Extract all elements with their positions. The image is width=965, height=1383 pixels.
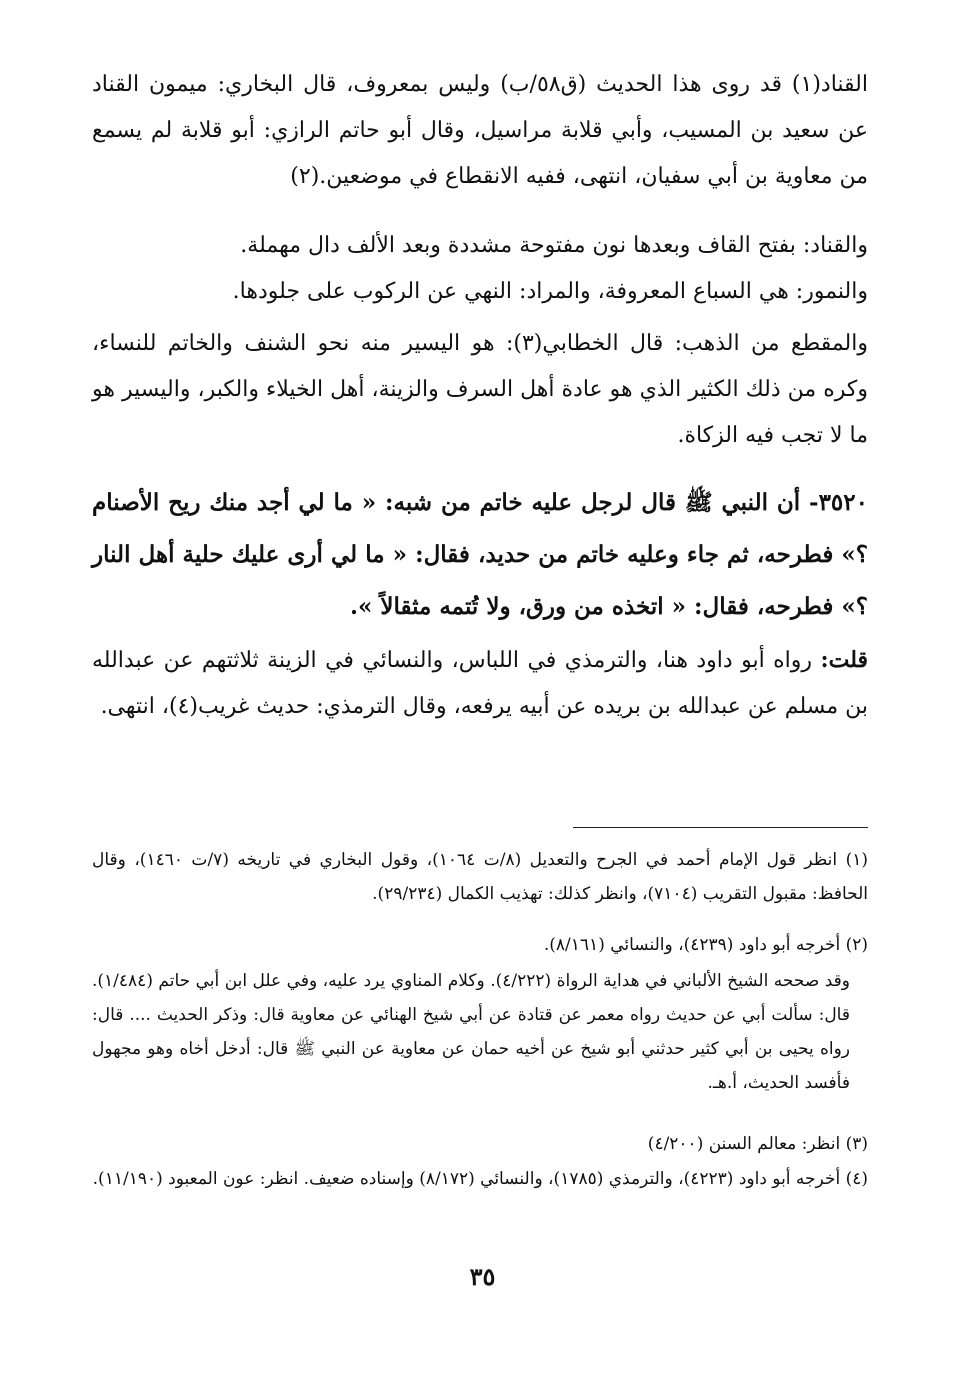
paragraph-numur-definition: والنمور: هي السباع المعروفة، والمراد: النهي عن الركوب على جلودها. [232, 279, 868, 304]
paragraph-takhrij [92, 637, 868, 730]
hadith-3520-text: ٣٥٢٠- أن النبي ﷺ قال لرجل عليه خاتم من شبه: « ما لي أجد منك ريح الأصنام ؟» فطرحه، ثم جاء وعليه خاتم من حديد، فقال: « ما لي أرى عليك حلية أهل النار ؟» فطرحه، فقال: « اتخذه من ورق، ولا تُتمه مثقالاً ». [92, 489, 868, 620]
paragraph-commentary-qannad: القناد(١) قد روى هذا الحديث (ق٥٨/ب) وليس بمعروف، قال البخاري: ميمون القناد عن سعيد بن المسيب، وأبي قلابة مراسيل، وقال أبو حاتم الرازي: أبو قلابة لم يسمع من معاوية بن أبي سفيان، انتهى، ففيه الانقطاع في موضعين.(٢) [92, 72, 868, 189]
footnote-1: (١) انظر قول الإمام أحمد في الجرح والتعديل (٨/ت ١٠٦٤)، وقول البخاري في تاريخه (٧/ت ١٤٦٠)، وقال الحافظ: مقبول التقريب (٧١٠٤)، وانظر كذلك: تهذيب الكمال (٢٩/٢٣٤). [92, 850, 869, 904]
footnote-3: (٣) انظر: معالم السنن (٤/٢٠٠) [647, 1134, 868, 1154]
footnote-2: (٢) أخرجه أبو داود (٤٢٣٩)، والنسائي (٨/١٦١). [543, 935, 868, 955]
footnote-2-continuation: وقد صححه الشيخ الألباني في هداية الرواة (٤/٢٢٢). وكلام المناوي يرد عليه، وفي علل ابن أبي حاتم (١/٤٨٤). قال: سألت أبي عن حديث رواه معمر عن قتادة عن أبي شيخ الهنائي عن معاوية قال: وذكر الحديث .... قال: رواه يحيى بن أبي كثير حدثني أبو شيخ عن أخيه حمان عن معاوية عن النبي ﷺ قال: أدخل أخاه وهو مجهول فأفسد الحديث، أ.هـ. [92, 971, 850, 1093]
qultu-lead: قلت: [820, 647, 868, 673]
footnote-4: (٤) أخرجه أبو داود (٤٢٢٣)، والترمذي (١٧٨٥)، والنسائي (٨/١٧٢) وإسناده ضعيف. انظر: عون المعبود (١١/١٩٠). [92, 1169, 868, 1189]
paragraph-muqatta-definition: والمقطع من الذهب: قال الخطابي(٣): هو اليسير منه نحو الشنف والخاتم للنساء، وكره من ذلك الكثير الذي هو عادة أهل السرف والزينة، أهل الخيلاء والكبر، واليسير هو ما لا تجب فيه الزكاة. [92, 331, 869, 448]
takhrij-text: رواه أبو داود هنا، والترمذي في اللباس، والنسائي في الزينة ثلاثتهم عن عبدالله بن مسلم عن عبدالله بن بريده عن أبيه يرفعه، وقال الترمذي: حديث غريب(٤)، انتهى. [92, 648, 868, 719]
footnote-divider [573, 827, 868, 828]
paragraph-qannad-definition: والقناد: بفتح القاف وبعدها نون مفتوحة مشددة وبعد الألف دال مهملة. [240, 233, 868, 258]
page-number: ٣٥ [469, 1262, 496, 1291]
